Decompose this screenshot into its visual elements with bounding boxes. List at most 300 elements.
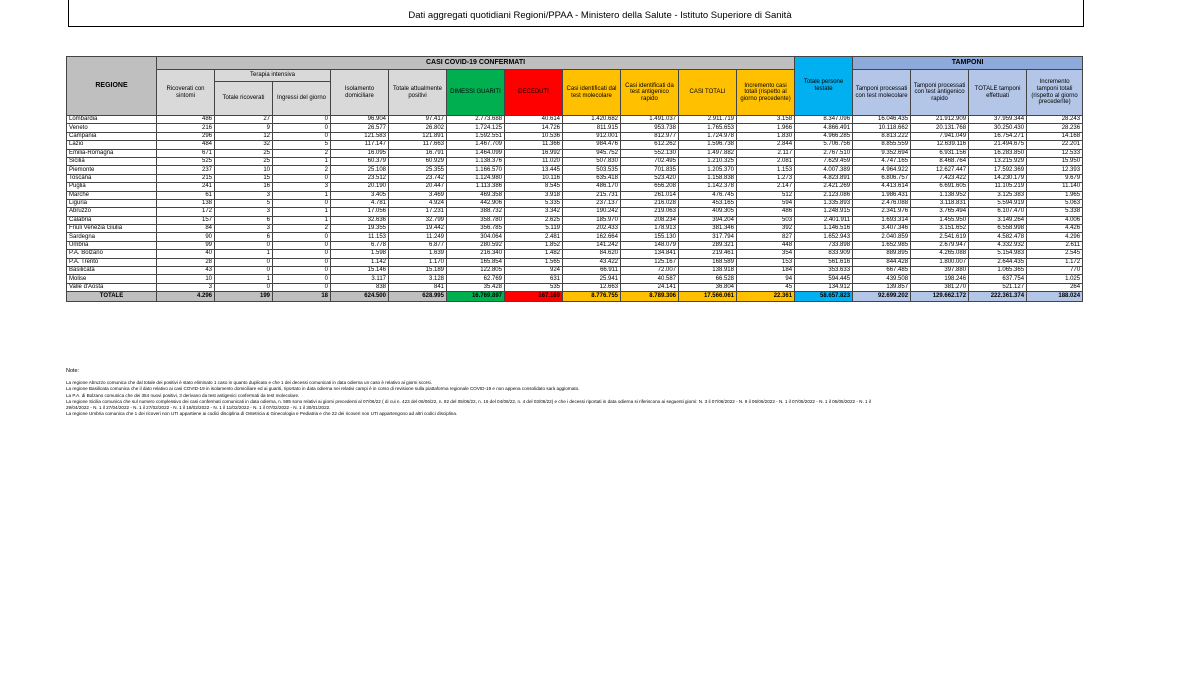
table-cell: 392 <box>737 225 795 233</box>
header-isolamento: Isolamento domiciliare <box>331 70 389 116</box>
table-cell: 2.844 <box>737 141 795 149</box>
table-cell: 165.854 <box>447 258 505 266</box>
table-row <box>67 174 1083 182</box>
table-cell: 3.407.346 <box>853 225 911 233</box>
note-line: La regione Abruzzo comunica che dal totale dei positivi è stato eliminato 1 caso in quanto duplicato e che 1 dei decessi comunicati in data odierna un caso è relativo ai giorni scorsi. <box>66 380 432 386</box>
table-cell: 912.001 <box>563 132 621 140</box>
table-cell: 733.898 <box>795 241 853 249</box>
table-cell: 631 <box>505 275 563 283</box>
table-cell: 6.691.605 <box>911 183 969 191</box>
table-cell: 1.113.386 <box>447 183 505 191</box>
table-cell: 16.754.271 <box>969 132 1027 140</box>
table-cell: 1.335.893 <box>795 199 853 207</box>
header-deceduti: DECEDUTI <box>505 70 563 116</box>
table-cell: 448 <box>737 241 795 249</box>
table-cell: 11.153 <box>331 233 389 241</box>
region-name: Lazio <box>67 141 157 149</box>
table-cell: 14.168 <box>1027 132 1083 140</box>
table-cell: 1.172 <box>1027 258 1083 266</box>
table-cell: 16.791 <box>389 149 447 157</box>
table-cell: 356.785 <box>447 225 505 233</box>
table-cell: 4.413.614 <box>853 183 911 191</box>
table-cell: 14.726 <box>505 124 563 132</box>
table-cell: 11.140 <box>1027 183 1083 191</box>
region-name: Piemonte <box>67 166 157 174</box>
table-cell: 812.977 <box>621 132 679 140</box>
total-cell: 167.169 <box>505 292 563 302</box>
table-cell: 5.594.919 <box>969 199 1027 207</box>
table-cell: 4.924 <box>389 199 447 207</box>
region-name: Campania <box>67 132 157 140</box>
table-cell: 1.138.376 <box>447 157 505 165</box>
total-cell: 18 <box>273 292 331 302</box>
table-cell: 1.693.314 <box>853 216 911 224</box>
table-cell: 1.124.980 <box>447 174 505 182</box>
table-cell: 23.742 <box>389 174 447 182</box>
table-cell: 17.592.369 <box>969 166 1027 174</box>
table-cell: 394.204 <box>679 216 737 224</box>
table-cell: 397.880 <box>911 267 969 275</box>
header-antigenico: Casi identificati da test antigenico rapido <box>621 70 679 116</box>
table-cell: 28 <box>157 258 215 266</box>
table-cell: 1.025 <box>1027 275 1083 283</box>
table-cell: 0 <box>273 174 331 182</box>
table-cell: 8.347.096 <box>795 116 853 124</box>
table-cell: 1.724.125 <box>447 124 505 132</box>
table-cell: 3.149.264 <box>969 216 1027 224</box>
table-row <box>67 267 1083 275</box>
table-cell: 838 <box>331 283 389 291</box>
header-positivi: Totale attualmente positivi <box>389 70 447 116</box>
table-cell: 72.007 <box>621 267 679 275</box>
table-cell: 15.189 <box>389 267 447 275</box>
table-cell: 26.802 <box>389 124 447 132</box>
table-cell: 1.652.943 <box>795 233 853 241</box>
table-cell: 525 <box>157 157 215 165</box>
table-cell: 2 <box>273 225 331 233</box>
table-cell: 1.170 <box>389 258 447 266</box>
table-cell: 117.663 <box>389 141 447 149</box>
table-row <box>67 141 1083 149</box>
table-cell: 1.765.653 <box>679 124 737 132</box>
table-cell: 2.147 <box>737 183 795 191</box>
table-cell: 16 <box>215 183 273 191</box>
note-line: La regione Umbria comunica che 1 dei ricoveri non UTI appartiene ai codici disciplina di Ostetricia & Ginecologia e Pediatria e che 22 dei ricoveri non UTI appartengono ad altri codici disciplina. <box>66 411 458 417</box>
region-name: Abruzzo <box>67 208 157 216</box>
table-cell: 2.401.911 <box>795 216 853 224</box>
total-cell: 17.566.061 <box>679 292 737 302</box>
table-cell: 1.800.007 <box>911 258 969 266</box>
table-cell: 190.242 <box>563 208 621 216</box>
total-cell: 4.296 <box>157 292 215 302</box>
table-cell: 2.123.086 <box>795 191 853 199</box>
table-cell: 9.352.694 <box>853 149 911 157</box>
table-cell: 168.589 <box>679 258 737 266</box>
table-cell: 94 <box>737 275 795 283</box>
table-cell: 5 <box>215 199 273 207</box>
table-cell: 6.778 <box>331 241 389 249</box>
table-cell: 388.732 <box>447 208 505 216</box>
table-cell: 43.422 <box>563 258 621 266</box>
total-cell: 8.789.306 <box>621 292 679 302</box>
table-cell: 561.616 <box>795 258 853 266</box>
region-name: P.A. Trento <box>67 258 157 266</box>
table-cell: 9.679 <box>1027 174 1083 182</box>
table-cell: 2.611 <box>1027 241 1083 249</box>
table-cell: 8.545 <box>505 183 563 191</box>
table-cell: 17.231 <box>389 208 447 216</box>
table-row <box>67 241 1083 249</box>
table-cell: 4.582.478 <box>969 233 1027 241</box>
table-row <box>67 199 1083 207</box>
header-dimessi: DIMESSI GUARITI <box>447 70 505 116</box>
table-cell: 84.620 <box>563 250 621 258</box>
table-cell: 924 <box>505 267 563 275</box>
table-cell: 0 <box>273 132 331 140</box>
table-cell: 2.625 <box>505 216 563 224</box>
table-cell: 1.565 <box>505 258 563 266</box>
table-cell: 0 <box>215 258 273 266</box>
region-name: Liguria <box>67 199 157 207</box>
table-row <box>67 250 1083 258</box>
table-cell: 1 <box>273 208 331 216</box>
table-cell: 486.170 <box>563 183 621 191</box>
table-cell: 6.107.470 <box>969 208 1027 216</box>
table-cell: 10.536 <box>505 132 563 140</box>
table-cell: 8.855.559 <box>853 141 911 149</box>
table-row <box>67 258 1083 266</box>
table-cell: 21.912.909 <box>911 116 969 124</box>
table-cell: 25 <box>215 157 273 165</box>
table-cell: 3 <box>215 191 273 199</box>
table-cell: 1.592.551 <box>447 132 505 140</box>
table-cell: 1 <box>273 157 331 165</box>
table-cell: 12.663 <box>563 283 621 291</box>
table-cell: 134.912 <box>795 283 853 291</box>
region-name: Umbria <box>67 241 157 249</box>
note-line: La regione Basilicata comunica che il dato relativo ai casi COVID-19 in isolamento domiciliare ed ai guariti, riportato in data odierna nei relativi campi è in corso di revisione sulla piattaforma regionale COVID-19 e non appena consolidato sarà aggiornato. <box>66 386 580 392</box>
table-cell: 3.765.494 <box>911 208 969 216</box>
table-cell: 11.366 <box>505 141 563 149</box>
table-cell: 8.813.222 <box>853 132 911 140</box>
region-name: Emilia-Romagna <box>67 149 157 157</box>
table-cell: 37.959.344 <box>969 116 1027 124</box>
table-row <box>67 116 1083 124</box>
note-line: 29/04/2022 - N. 1 il 27/04/2022 - N. 1 il 27/02/2022 - N. 1 il 18/02/2022 - N. 1 il 11/02/2022 - N. 1 il 07/02/2022 - N. 1 il 30/01/2022. <box>66 405 331 411</box>
table-cell: 23.512 <box>331 174 389 182</box>
table-cell: 442.906 <box>447 199 505 207</box>
table-cell: 3 <box>273 183 331 191</box>
table-cell: 5.154.983 <box>969 250 1027 258</box>
table-cell: 32.799 <box>389 216 447 224</box>
table-cell: 32 <box>215 141 273 149</box>
table-cell: 237 <box>157 166 215 174</box>
total-label: TOTALE <box>67 292 157 302</box>
header-ti-totale: Totale ricoverati <box>215 82 273 116</box>
table-cell: 4.747.165 <box>853 157 911 165</box>
table-cell: 40 <box>157 250 215 258</box>
table-cell: 4.296 <box>1027 233 1083 241</box>
table-cell: 2.644.435 <box>969 258 1027 266</box>
table-cell: 84 <box>157 225 215 233</box>
header-group-casi: CASI COVID-19 CONFERMATI <box>157 57 795 70</box>
table-cell: 0 <box>273 241 331 249</box>
table-cell: 770 <box>1027 267 1083 275</box>
table-cell: 6.558.998 <box>969 225 1027 233</box>
table-cell: 121.891 <box>389 132 447 140</box>
table-cell: 1.146.516 <box>795 225 853 233</box>
table-cell: 40.614 <box>505 116 563 124</box>
table-row <box>67 132 1083 140</box>
table-cell: 178.913 <box>621 225 679 233</box>
table-cell: 172 <box>157 208 215 216</box>
table-cell: 12.533 <box>1027 149 1083 157</box>
table-cell: 4.006 <box>1027 216 1083 224</box>
table-cell: 7.423.422 <box>911 174 969 182</box>
table-cell: 296 <box>157 132 215 140</box>
table-cell: 439.508 <box>853 275 911 283</box>
table-cell: 304.064 <box>447 233 505 241</box>
table-cell: 6.877 <box>389 241 447 249</box>
table-cell: 17.056 <box>331 208 389 216</box>
table-cell: 6.931.156 <box>911 149 969 157</box>
table-cell: 3 <box>215 225 273 233</box>
table-cell: 484 <box>157 141 215 149</box>
total-cell: 22.361 <box>737 292 795 302</box>
table-cell: 3 <box>215 208 273 216</box>
table-cell: 14.230.179 <box>969 174 1027 182</box>
table-cell: 24.141 <box>621 283 679 291</box>
table-cell: 157 <box>157 216 215 224</box>
table-cell: 1.464.099 <box>447 149 505 157</box>
table-cell: 11.105.219 <box>969 183 1027 191</box>
total-cell: 129.662.172 <box>911 292 969 302</box>
table-cell: 486 <box>157 116 215 124</box>
table-cell: 264 <box>1027 283 1083 291</box>
table-row <box>67 208 1083 216</box>
table-cell: 2.911.719 <box>679 116 737 124</box>
table-cell: 121.583 <box>331 132 389 140</box>
table-cell: 635.418 <box>563 174 621 182</box>
table-cell: 1 <box>215 275 273 283</box>
table-cell: 30.250.430 <box>969 124 1027 132</box>
note-line: La P.A. di Bolzano comunica che dei 354 nuovi positivi, 3 derivano da test antigenici confermati da test molecolare. <box>66 392 300 398</box>
total-cell: 628.995 <box>389 292 447 302</box>
header-ricoverati: Ricoverati con sintomi <box>157 70 215 116</box>
table-cell: 20.190 <box>331 183 389 191</box>
table-cell: 148.079 <box>621 241 679 249</box>
table-cell: 6 <box>215 233 273 241</box>
table-cell: 15 <box>215 174 273 182</box>
table-cell: 3 <box>157 283 215 291</box>
table-cell: 2.421.269 <box>795 183 853 191</box>
table-cell: 953.738 <box>621 124 679 132</box>
table-cell: 1.986.431 <box>853 191 911 199</box>
table-cell: 117.147 <box>331 141 389 149</box>
table-cell: 61 <box>157 191 215 199</box>
table-row <box>67 183 1083 191</box>
table-cell: 3.125.383 <box>969 191 1027 199</box>
table-cell: 5.338 <box>1027 208 1083 216</box>
region-name: Molise <box>67 275 157 283</box>
table-cell: 507.830 <box>563 157 621 165</box>
table-cell: 43 <box>157 267 215 275</box>
table-cell: 381.346 <box>679 225 737 233</box>
table-cell: 62.769 <box>447 275 505 283</box>
table-cell: 9 <box>215 124 273 132</box>
table-cell: 28.236 <box>1027 124 1083 132</box>
table-cell: 552.130 <box>621 149 679 157</box>
table-cell: 594 <box>737 199 795 207</box>
table-cell: 667.485 <box>853 267 911 275</box>
region-name: Lombardia <box>67 116 157 124</box>
table-cell: 0 <box>215 241 273 249</box>
table-cell: 671 <box>157 149 215 157</box>
table-row <box>67 166 1083 174</box>
table-cell: 889.895 <box>853 250 911 258</box>
table-cell: 2.541.619 <box>911 233 969 241</box>
table-cell: 4.007.389 <box>795 166 853 174</box>
table-cell: 22.201 <box>1027 141 1083 149</box>
table-cell: 1.482 <box>505 250 563 258</box>
table-cell: 12.627.447 <box>911 166 969 174</box>
table-cell: 4.426 <box>1027 225 1083 233</box>
header-tamp-inc: Incremento tamponi totali (rispetto al giorno precedente) <box>1027 70 1083 116</box>
table-cell: 16.992 <box>505 149 563 157</box>
total-row <box>67 292 1083 302</box>
table-cell: 3.405 <box>331 191 389 199</box>
table-row <box>67 149 1083 157</box>
table-cell: 138 <box>157 199 215 207</box>
notes-title: Note: <box>66 368 80 374</box>
table-cell: 15.146 <box>331 267 389 275</box>
table-cell: 261.014 <box>621 191 679 199</box>
table-cell: 1.652.985 <box>853 241 911 249</box>
table-cell: 99 <box>157 241 215 249</box>
table-cell: 523.420 <box>621 174 679 182</box>
table-cell: 2 <box>273 166 331 174</box>
table-cell: 0 <box>215 283 273 291</box>
table-cell: 702.495 <box>621 157 679 165</box>
total-cell: 16.769.897 <box>447 292 505 302</box>
table-cell: 3.117 <box>331 275 389 283</box>
table-cell: 0 <box>273 258 331 266</box>
table-cell: 701.835 <box>621 166 679 174</box>
table-cell: 216 <box>157 124 215 132</box>
table-cell: 2.773.688 <box>447 116 505 124</box>
table-cell: 4.781 <box>331 199 389 207</box>
table-cell: 1.158.838 <box>679 174 737 182</box>
table-cell: 138.918 <box>679 267 737 275</box>
table-cell: 10.118.662 <box>853 124 911 132</box>
table-cell: 202.433 <box>563 225 621 233</box>
table-cell: 521.127 <box>969 283 1027 291</box>
total-cell: 188.024 <box>1027 292 1083 302</box>
total-cell: 58.657.823 <box>795 292 853 302</box>
table-cell: 1.205.370 <box>679 166 737 174</box>
table-row <box>67 283 1083 291</box>
table-cell: 1.497.882 <box>679 149 737 157</box>
table-cell: 612.262 <box>621 141 679 149</box>
header-regione: REGIONE <box>67 57 157 116</box>
header-tamp-ant: Tamponi processati con test antigenico rapido <box>911 70 969 116</box>
region-name: Valle d'Aosta <box>67 283 157 291</box>
table-cell: 60.929 <box>389 157 447 165</box>
table-cell: 0 <box>273 116 331 124</box>
table-cell: 1.248.915 <box>795 208 853 216</box>
table-cell: 4.332.932 <box>969 241 1027 249</box>
total-cell: 199 <box>215 292 273 302</box>
table-cell: 215.731 <box>563 191 621 199</box>
table-cell: 358.780 <box>447 216 505 224</box>
table-cell: 1.966 <box>737 124 795 132</box>
table-cell: 594.445 <box>795 275 853 283</box>
region-name: Veneto <box>67 124 157 132</box>
table-cell: 1.455.950 <box>911 216 969 224</box>
table-row <box>67 275 1083 283</box>
table-cell: 10 <box>215 166 273 174</box>
total-cell: 8.776.755 <box>563 292 621 302</box>
table-cell: 4.964.922 <box>853 166 911 174</box>
table-cell: 2.545 <box>1027 250 1083 258</box>
table-cell: 0 <box>273 275 331 283</box>
table-cell: 289.321 <box>679 241 737 249</box>
table-cell: 139.857 <box>853 283 911 291</box>
table-cell: 1.830 <box>737 132 795 140</box>
table-cell: 453.165 <box>679 199 737 207</box>
table-cell: 66.528 <box>679 275 737 283</box>
table-cell: 0 <box>273 233 331 241</box>
table-cell: 7.629.459 <box>795 157 853 165</box>
table-cell: 241 <box>157 183 215 191</box>
table-cell: 35.428 <box>447 283 505 291</box>
table-cell: 2.679.947 <box>911 241 969 249</box>
table-cell: 21.494.675 <box>969 141 1027 149</box>
header-group-ti: Terapia intensiva <box>215 70 331 82</box>
table-cell: 2.767.510 <box>795 149 853 157</box>
table-cell: 125.167 <box>621 258 679 266</box>
table-cell: 1.273 <box>737 174 795 182</box>
table-cell: 27 <box>215 116 273 124</box>
table-cell: 12 <box>215 132 273 140</box>
table-cell: 10.116 <box>505 174 563 182</box>
table-cell: 13.215.929 <box>969 157 1027 165</box>
table-cell: 19.442 <box>389 225 447 233</box>
table-cell: 28.243 <box>1027 116 1083 124</box>
table-cell: 0 <box>273 283 331 291</box>
table-cell: 827 <box>737 233 795 241</box>
table-cell: 2.476.088 <box>853 199 911 207</box>
table-cell: 811.915 <box>563 124 621 132</box>
table-cell: 409.305 <box>679 208 737 216</box>
table-cell: 0 <box>215 267 273 275</box>
region-name: Friuli Venezia Giulia <box>67 225 157 233</box>
table-cell: 1 <box>273 216 331 224</box>
table-cell: 7.941.049 <box>911 132 969 140</box>
table-cell: 1.138.952 <box>911 191 969 199</box>
header-casi-totali: CASI TOTALI <box>679 70 737 116</box>
table-cell: 208.234 <box>621 216 679 224</box>
table-cell: 1 <box>273 191 331 199</box>
table-cell: 19.355 <box>331 225 389 233</box>
region-name: P.A. Bolzano <box>67 250 157 258</box>
table-row <box>67 191 1083 199</box>
table-cell: 215 <box>157 174 215 182</box>
table-cell: 945.752 <box>563 149 621 157</box>
table-cell: 237.137 <box>563 199 621 207</box>
region-name: Calabria <box>67 216 157 224</box>
table-cell: 219.063 <box>621 208 679 216</box>
